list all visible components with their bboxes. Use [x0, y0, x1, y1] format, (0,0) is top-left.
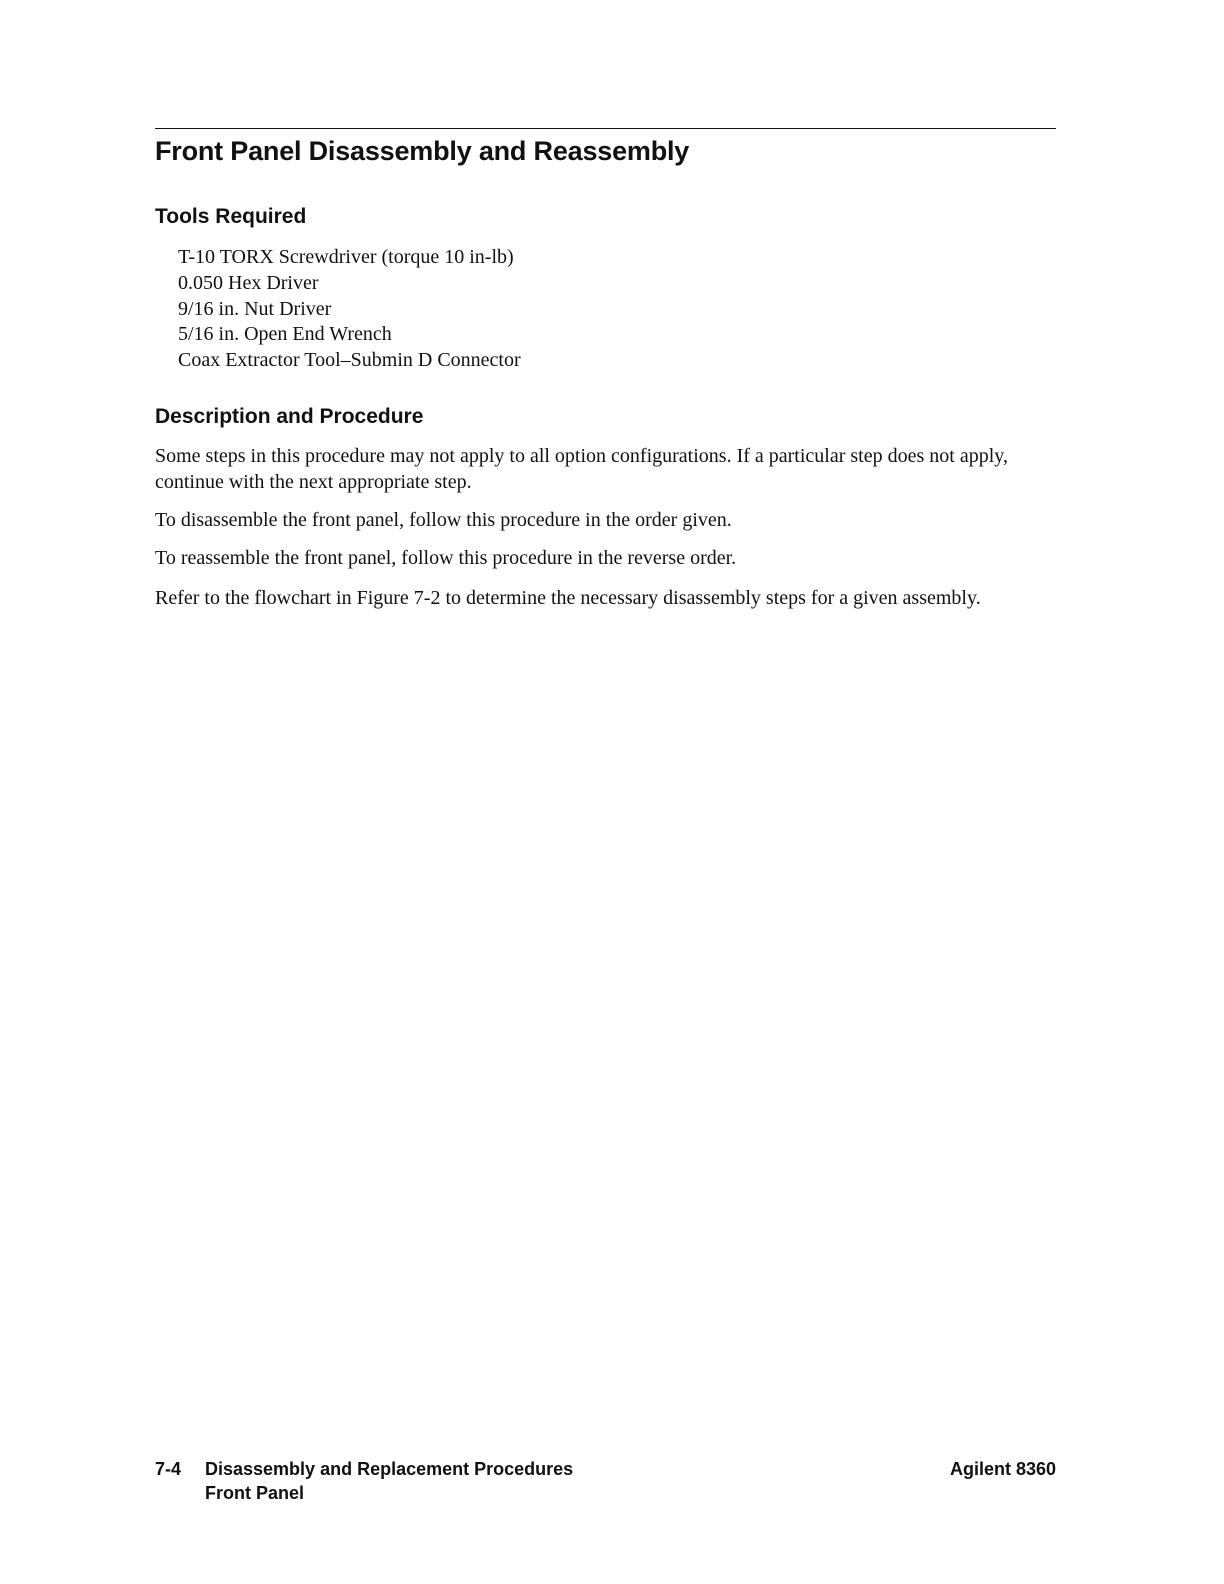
tools-list: [178, 245, 521, 374]
footer-chapter-title: Disassembly and Replacement Procedures: [205, 1459, 574, 1479]
description-paragraph: To reassemble the front panel, follow this procedure in the reverse order.: [155, 547, 737, 569]
description-procedure-heading: Description and Procedure: [155, 405, 424, 428]
description-paragraph: Some steps in this procedure may not apply to all option configurations. If a particular step does not apply, continue with the next appropriate step.: [155, 445, 1008, 493]
footer-section-title: Front Panel: [205, 1483, 305, 1503]
title-rule: [155, 128, 1056, 129]
footer-product-name: Agilent 8360: [949, 1459, 1056, 1479]
tool-item: 0.050 Hex Driver: [178, 271, 319, 294]
page-title: Front Panel Disassembly and Reassembly: [155, 136, 690, 166]
description-paragraph: Refer to the flowchart in Figure 7-2 to determine the necessary disassembly steps for a given assembly.: [155, 587, 981, 609]
tool-item: T-10 TORX Screwdriver (torque 10 in-lb): [178, 246, 514, 268]
tool-item: 9/16 in. Nut Driver: [178, 297, 332, 320]
tools-required-heading: Tools Required: [155, 205, 307, 228]
description-paragraph: To disassemble the front panel, follow this procedure in the order given.: [155, 509, 732, 531]
tool-item: Coax Extractor Tool–Submin D Connector: [178, 349, 521, 372]
footer-page-number: 7-4: [155, 1459, 182, 1479]
tool-item: 5/16 in. Open End Wrench: [178, 323, 392, 346]
